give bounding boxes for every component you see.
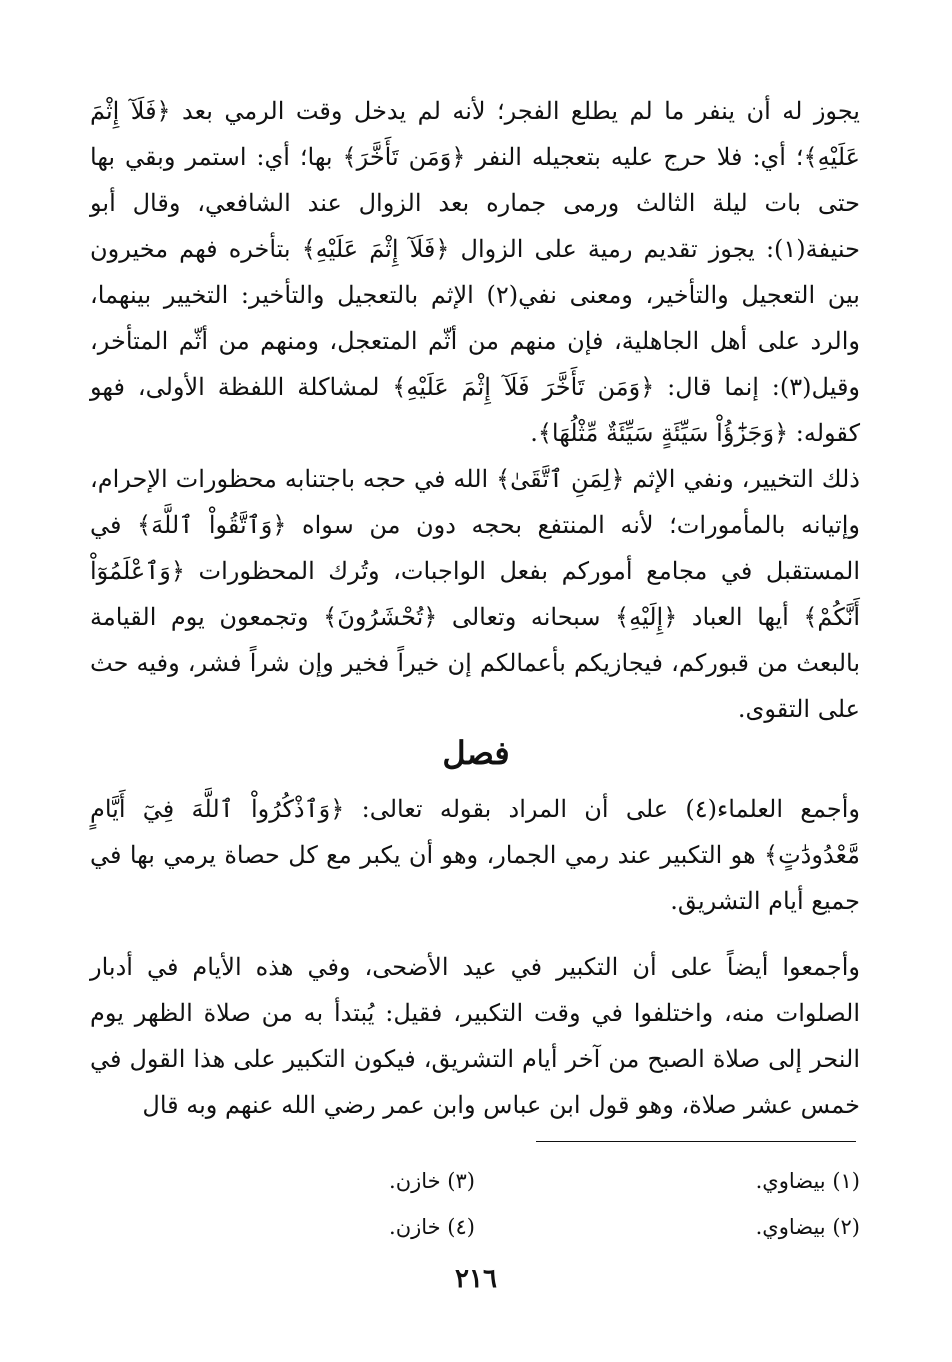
paragraph-takbir [90, 944, 860, 1128]
paragraph-text: وأجمعوا أيضاً على أن التكبير في عيد الأضحى، وفي هذه الأيام في أدبار الصلوات منه، واختلفوا في وقت التكبير، فقيل: يُبتدأ به من صلاة الظهر يوم النحر إلى صلاة الصبح من آخر أيام التشريق، فيكون التكبير على هذا القول في خمس عشر صلاة، وهو قول ابن عباس وابن عمر رضي الله عنهم وبه قال [90, 953, 860, 1119]
page-number: ٢١٦ [455, 1264, 497, 1294]
paragraph-ijma [90, 786, 860, 924]
footnotes [90, 1158, 860, 1250]
paragraph-text: وأجمع العلماء(٤) على أن المراد بقوله تعالى: ﴿وَٱذْكُرُواْ ٱللَّهَ فِيٓ أَيَّامٍ مَّعْدُودَٰتٍ﴾ هو التكبير عند رمي الجمار، وهو أن يكبر مع كل حصاة يرمي بها في جميع أيام التشريق. [90, 795, 860, 915]
paragraph-continuation [90, 88, 860, 456]
footnote-2: (٢) بيضاوي. [755, 1215, 860, 1239]
footnote-4: (٤) خازن. [389, 1215, 475, 1239]
paragraph-taqwa [90, 456, 860, 732]
section-heading: فصل [442, 734, 510, 772]
footnote-1: (١) بيضاوي. [755, 1169, 860, 1193]
paragraph-text: ذلك التخيير، ونفي الإثم ﴿لِمَنِ ٱتَّقَىٰ﴾ الله في حجه باجتنابه محظورات الإحرام، وإتيانه بالمأمورات؛ لأنه المنتفع بحجه دون من سواه ﴿وَٱتَّقُواْ ٱللَّهَ﴾ في المستقبل في مجامع أموركم بفعل الواجبات، وتُرك المحظورات ﴿وَٱعْلَمُوٓاْ أَنَّكُمْ﴾ أيها العباد ﴿إِلَيْهِ﴾ سبحانه وتعالى ﴿تُحْشَرُونَ﴾ وتجمعون يوم القيامة بالبعث من قبوركم، فيجازيكم بأعمالكم إن خيراً فخير وإن شراً فشر، وفيه حث على التقوى. [90, 465, 861, 723]
footnote-3: (٣) خازن. [389, 1169, 475, 1193]
paragraph-text: يجوز له أن ينفر ما لم يطلع الفجر؛ لأنه لم يدخل وقت الرمي بعد ﴿فَلَآ إِثْمَ عَلَيْهِ﴾؛ أي: فلا حرج عليه بتعجيله النفر ﴿وَمَن تَأَخَّرَ﴾ بها؛ أي: استمر وبقي بها حتى بات ليلة الثالث ورمى جماره بعد الزوال عند الشافعي، وقال أبو حنيفة(١): يجوز تقديم رمية على الزوال ﴿فَلَآ إِثْمَ عَلَيْهِ﴾ بتأخره فهم مخيرون بين التعجيل والتأخير، ومعنى نفي(٢) الإثم بالتعجيل والتأخير: التخيير بينهما، والرد على أهل الجاهلية، فإن منهم من أثّم المتعجل، ومنهم من أثّم المتأخر، وقيل(٣): إنما قال: ﴿وَمَن تَأَخَّرَ فَلَآ إِثْمَ عَلَيْهِ﴾ لمشاكلة اللفظة الأولى، فهو كقوله: ﴿وَجَزَٰٓؤُاْ سَيِّئَةٍ سَيِّئَةٌ مِّثْلُهَا﴾. [90, 97, 860, 447]
footnote-divider [536, 1141, 856, 1142]
